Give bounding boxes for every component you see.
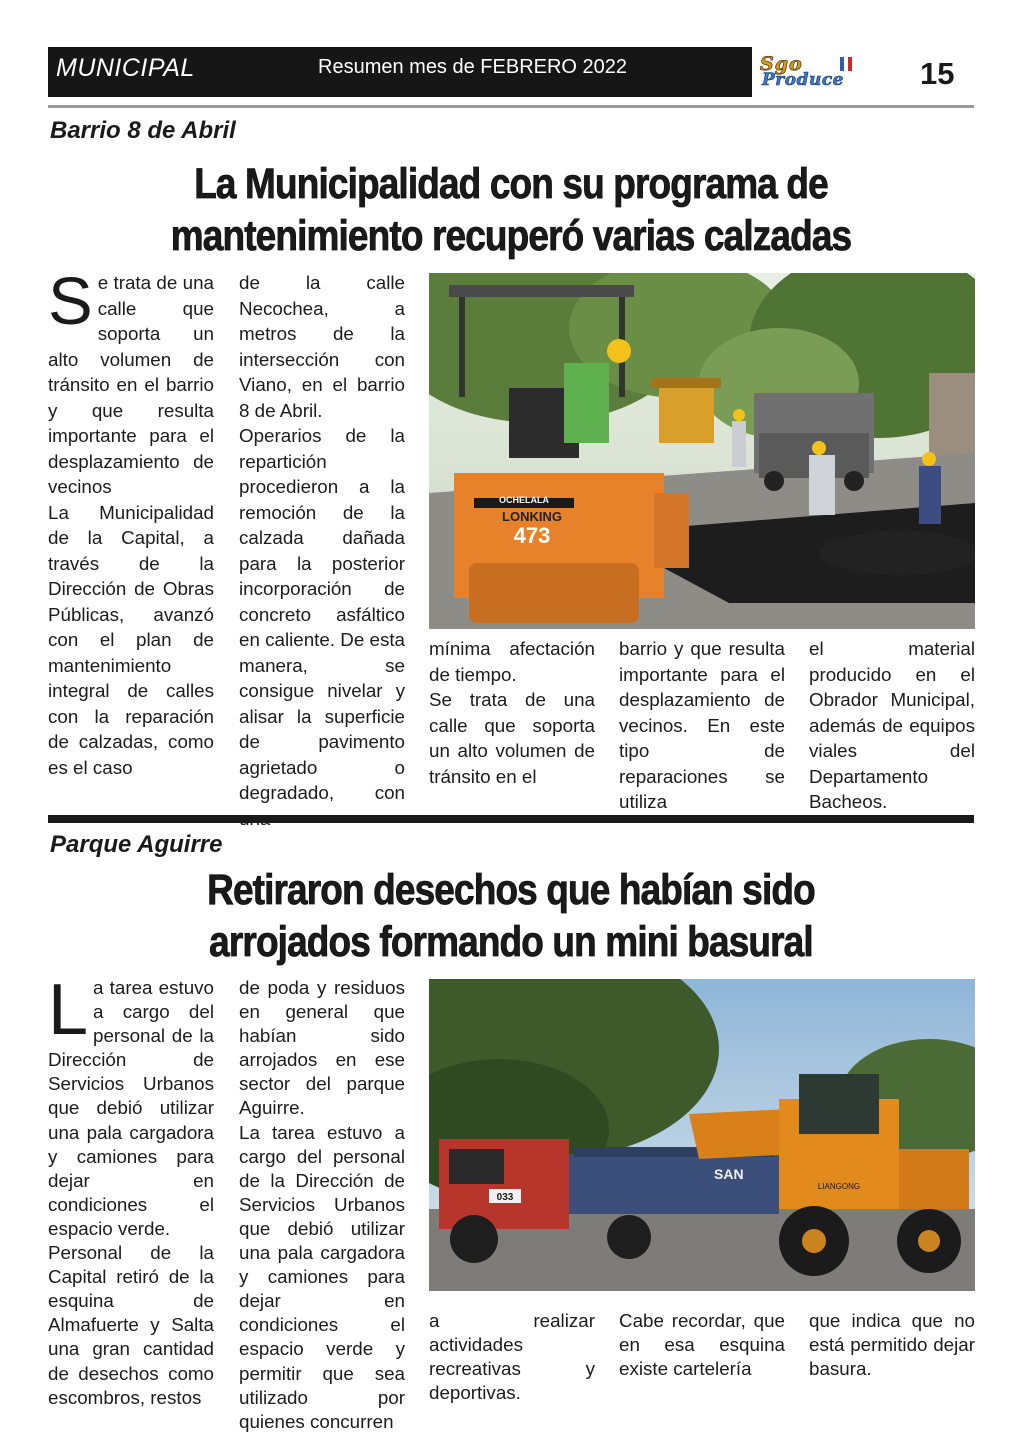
article1-col2-paragraph-1: de la calle Necochea, a metros de la intersección con Viano, en el barrio 8 de Abril. <box>239 272 405 421</box>
article1-col1-paragraph-1: e trata de una calle que soporta un alto volumen de tránsito en el barrio y que resulta importante para el desplazamiento de vecinos <box>48 272 214 497</box>
article2-col2-paragraph-1: de poda y residuos en general que habían sido arrojados en ese sector del parque Aguirre. <box>239 977 405 1119</box>
flag-icon <box>840 57 852 71</box>
article2-col5-paragraph-1: que indica que no está permitido dejar basura. <box>809 1310 975 1380</box>
truck-plate-text: 033 <box>496 1192 514 1203</box>
article2-col3-paragraph-1: a realizar actividades recreativas y deportivas. <box>429 1310 595 1404</box>
logo-bottom-text: Produce <box>762 70 844 90</box>
article1-col3-paragraph-1: mínima afectación de tiempo. <box>429 638 595 685</box>
roller-brand-text: OCHELALA <box>499 495 549 505</box>
article1-col4-paragraph-1: barrio y que resulta importante para el desplazamiento de vecinos. En este tipo de reparaciones se utiliza <box>619 638 785 812</box>
publication-logo <box>758 53 898 93</box>
section-label: MUNICIPAL <box>56 54 195 82</box>
park-cleanup-photo <box>429 979 975 1291</box>
article2-headline-line1: Retiraron desechos que habían sido <box>207 866 815 914</box>
article1-headline-line2: mantenimiento recuperó varias calzadas <box>170 212 852 260</box>
loader-brand-text: LIANGONG <box>817 1182 861 1191</box>
article1-col2-paragraph-2: Operarios de la repartición procedieron a la remoción de la calzada dañada para la posterior incorporación de concreto asfáltico en caliente. De esta manera, se consigue nivelar y alisar la superficie de pavimento agrietado o degradado, con <box>239 425 406 803</box>
article1-column-2 <box>239 270 405 831</box>
article1-kicker: Barrio 8 de Abril <box>50 117 236 144</box>
article-separator <box>48 815 974 823</box>
header-rule <box>48 105 974 108</box>
article2-column-5 <box>809 1309 975 1381</box>
article2-col1-paragraph-1: a tarea estuvo a cargo del personal de la Dirección de Servicios Urbanos que debió utilizar una pala cargadora y camiones para dejar en condiciones el espacio verde. <box>48 977 214 1239</box>
article1-headline-line1: La Municipalidad con su programa de <box>194 160 828 208</box>
article1-column-5 <box>809 636 975 815</box>
article2-column-4 <box>619 1309 785 1381</box>
article2-photo <box>429 979 975 1291</box>
road-repair-photo <box>429 273 975 629</box>
article1-dropcap: S <box>48 264 93 339</box>
article2-headline <box>113 864 909 968</box>
logo-top-text: Sgo <box>760 53 803 75</box>
article2-headline-line2: arrojados formando un mini basural <box>209 918 813 966</box>
article1-photo <box>429 273 975 629</box>
article2-column-2 <box>239 976 405 1434</box>
article2-col2-paragraph-2: La tarea estuvo a cargo del personal de la Dirección de Servicios Urbanos que debió utilizar una pala cargadora y camiones para dejar en condiciones el espacio verde y permitir que sea utilizado por quienes concurren <box>239 1121 405 1432</box>
article1-column-1 <box>48 264 214 780</box>
article1-column-4 <box>619 636 785 815</box>
article2-column-1 <box>48 970 214 1410</box>
article1-col5-paragraph-1: el material producido en el Obrador Municipal, además de equipos viales del Departamento Bacheos. <box>809 638 975 812</box>
article2-dropcap: L <box>48 970 89 1050</box>
issue-summary: Resumen mes de FEBRERO 2022 <box>318 56 628 78</box>
article1-headline <box>113 158 909 262</box>
article2-col1-paragraph-2: Personal de la Capital retiró de la esquina de Almafuerte y Salta una gran cantidad de desechos como escombros, restos <box>48 1242 214 1408</box>
roller-number-text: 473 <box>513 523 551 548</box>
article2-column-3 <box>429 1309 595 1405</box>
truck-side-text: SAN <box>714 1166 744 1182</box>
article2-kicker: Parque Aguirre <box>50 831 223 858</box>
article1-col3-paragraph-2: Se trata de una calle que soporta un alto volumen de tránsito en el <box>429 689 595 787</box>
article1-col1-paragraph-2: La Municipalidad de la Capital, a través de la Dirección de Obras Públicas, avanzó con el plan de mantenimiento integral de calles con la reparación de calzadas, como es el caso <box>48 501 214 778</box>
article1-column-3 <box>429 636 595 789</box>
roller-model-text: LONKING <box>502 509 562 524</box>
article2-col4-paragraph-1: Cabe recordar, que en esa esquina existe cartelería <box>619 1310 785 1380</box>
page-number: 15 <box>920 56 955 91</box>
